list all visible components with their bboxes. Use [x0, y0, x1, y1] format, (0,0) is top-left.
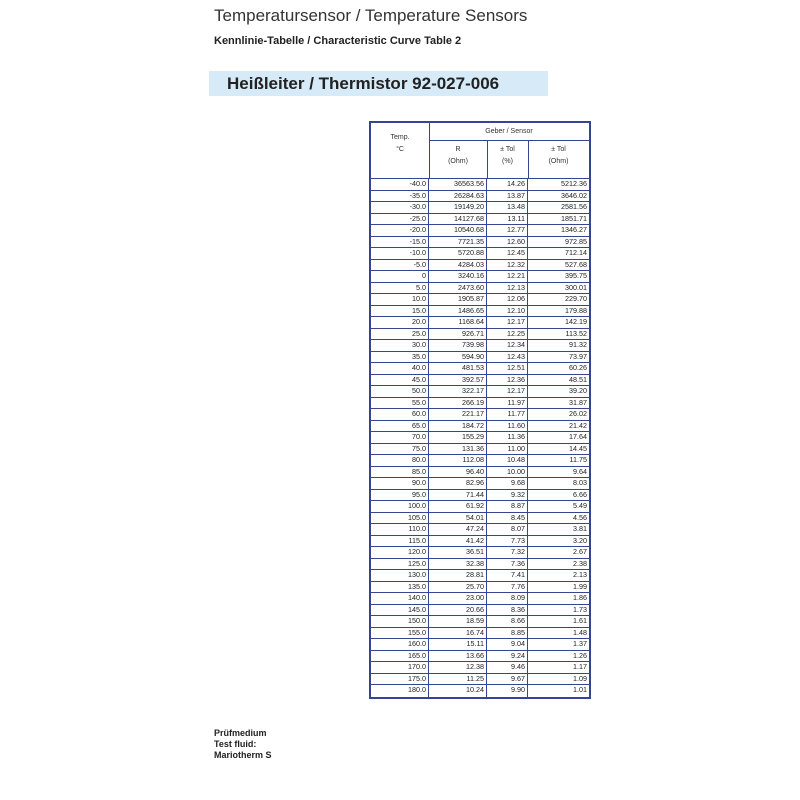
table-row	[371, 306, 589, 318]
cell-resistance: 14127.68	[429, 214, 487, 225]
col-temp-header: Temp. °C	[390, 134, 410, 153]
cell-tol-pct: 12.06	[487, 294, 528, 305]
table-row	[371, 271, 589, 283]
table-row	[371, 398, 589, 410]
cell-tol-ohm: 9.64	[573, 466, 587, 476]
cell-resistance: 20.66	[429, 605, 487, 616]
cell-resistance: 19149.20	[429, 202, 487, 213]
cell-resistance: 1168.64	[429, 317, 487, 328]
cell-temp: 75.0	[371, 444, 429, 455]
cell-resistance: 221.17	[429, 409, 487, 420]
test-fluid-note	[214, 728, 272, 761]
cell-resistance: 47.24	[429, 524, 487, 535]
cell-tol-ohm: 14.45	[569, 443, 587, 453]
cell-tol-pct: 8.87	[487, 501, 528, 512]
cell-resistance: 15.11	[429, 639, 487, 650]
cell-tol-pct: 8.66	[487, 616, 528, 627]
cell-resistance: 16.74	[429, 628, 487, 639]
cell-tol-ohm: 4.56	[573, 512, 587, 522]
table-row	[371, 570, 589, 582]
table-row	[371, 214, 589, 226]
cell-tol-ohm: 1.73	[573, 604, 587, 614]
cell-temp: -10.0	[371, 248, 429, 259]
cell-resistance: 1486.65	[429, 306, 487, 317]
cell-tol-pct: 9.68	[487, 478, 528, 489]
cell-tol-pct: 8.09	[487, 593, 528, 604]
cell-temp: 145.0	[371, 605, 429, 616]
cell-resistance: 18.59	[429, 616, 487, 627]
cell-tol-pct: 8.36	[487, 605, 528, 616]
cell-resistance: 26284.63	[429, 191, 487, 202]
cell-temp: 20.0	[371, 317, 429, 328]
cell-temp: 30.0	[371, 340, 429, 351]
cell-temp: -5.0	[371, 260, 429, 271]
cell-tol-ohm: 712.14	[565, 248, 587, 257]
cell-tol-pct: 8.07	[487, 524, 528, 535]
cell-resistance: 54.01	[429, 513, 487, 524]
cell-resistance: 25.70	[429, 582, 487, 593]
cell-tol-pct: 7.36	[487, 559, 528, 570]
cell-resistance: 61.92	[429, 501, 487, 512]
table-row	[371, 260, 589, 272]
table-row	[371, 386, 589, 398]
cell-tol-ohm: 17.64	[569, 432, 587, 441]
cell-resistance: 71.44	[429, 490, 487, 501]
cell-tol-pct: 12.34	[487, 340, 528, 351]
cell-resistance: 7721.35	[429, 237, 487, 248]
product-banner-label: Heißleiter / Thermistor 92-027-006	[227, 74, 500, 93]
test-fluid-value: Mariotherm S	[214, 750, 272, 760]
cell-tol-pct: 9.24	[487, 651, 528, 662]
table-row	[371, 352, 589, 364]
cell-tol-pct: 9.90	[487, 685, 528, 697]
cell-resistance: 594.90	[429, 352, 487, 363]
cell-temp: 120.0	[371, 547, 429, 558]
cell-temp: 170.0	[371, 662, 429, 673]
cell-tol-pct: 9.67	[487, 674, 528, 685]
cell-tol-pct: 13.11	[487, 214, 528, 225]
cell-temp: 70.0	[371, 432, 429, 443]
cell-tol-pct: 8.45	[487, 513, 528, 524]
cell-temp: 55.0	[371, 398, 429, 409]
cell-tol-pct: 7.76	[487, 582, 528, 593]
cell-resistance: 5720.88	[429, 248, 487, 259]
cell-tol-pct: 13.87	[487, 191, 528, 202]
cell-tol-ohm: 5212.36	[561, 179, 587, 188]
table-row	[371, 547, 589, 559]
cell-tol-pct: 12.36	[487, 375, 528, 386]
cell-tol-ohm: 5.49	[573, 501, 587, 510]
cell-tol-pct: 9.04	[487, 639, 528, 650]
page-title: Temperatursensor / Temperature Sensors	[214, 6, 528, 25]
cell-temp: 45.0	[371, 375, 429, 386]
cell-resistance: 12.38	[429, 662, 487, 673]
cell-tol-ohm: 1.61	[573, 616, 587, 625]
table-row	[371, 662, 589, 674]
table-row	[371, 179, 589, 191]
table-row	[371, 340, 589, 352]
table-row	[371, 651, 589, 663]
table-row	[371, 455, 589, 467]
characteristic-curve-table	[369, 121, 591, 699]
cell-tol-pct: 12.13	[487, 283, 528, 294]
cell-resistance: 82.96	[429, 478, 487, 489]
cell-tol-ohm: 2.67	[573, 547, 587, 556]
table-row	[371, 248, 589, 260]
cell-tol-ohm: 142.19	[565, 317, 587, 326]
cell-tol-ohm: 2581.56	[561, 202, 587, 211]
cell-tol-ohm: 1.09	[573, 673, 587, 683]
cell-resistance: 131.36	[429, 444, 487, 455]
table-row	[371, 225, 589, 237]
table-row	[371, 317, 589, 329]
test-fluid-line-de: Prüfmedium	[214, 728, 267, 738]
table-row	[371, 490, 589, 502]
cell-tol-pct: 7.41	[487, 570, 528, 581]
table-row	[371, 421, 589, 433]
group-header-sensor: Geber / Sensor	[485, 128, 533, 135]
table-row	[371, 582, 589, 594]
table-row	[371, 616, 589, 628]
test-fluid-line-en: Test fluid:	[214, 739, 257, 749]
table-row	[371, 191, 589, 203]
cell-resistance: 41.42	[429, 536, 487, 547]
cell-tol-ohm: 3646.02	[561, 190, 587, 200]
cell-temp: 100.0	[371, 501, 429, 512]
cell-temp: 105.0	[371, 513, 429, 524]
cell-temp: -25.0	[371, 214, 429, 225]
cell-temp: 60.0	[371, 409, 429, 420]
cell-tol-ohm: 1851.71	[561, 213, 587, 223]
table-row	[371, 432, 589, 444]
cell-resistance: 926.71	[429, 329, 487, 340]
table-row	[371, 409, 589, 421]
table-row	[371, 237, 589, 249]
cell-tol-ohm: 2.13	[573, 570, 587, 579]
table-row	[371, 685, 589, 697]
table-row	[371, 536, 589, 548]
page-subtitle: Kennlinie-Tabelle / Characteristic Curve Table 2	[214, 35, 462, 47]
cell-resistance: 739.98	[429, 340, 487, 351]
cell-temp: 0	[371, 271, 429, 282]
cell-tol-ohm: 60.26	[569, 363, 587, 372]
table-row	[371, 674, 589, 686]
cell-resistance: 10.24	[429, 685, 487, 697]
cell-tol-pct: 12.17	[487, 386, 528, 397]
col-tol-pct-header: ± Tol (%)	[500, 146, 515, 165]
cell-temp: 150.0	[371, 616, 429, 627]
cell-temp: 130.0	[371, 570, 429, 581]
cell-temp: 180.0	[371, 685, 429, 697]
table-row	[371, 444, 589, 456]
table-row	[371, 593, 589, 605]
cell-tol-pct: 7.73	[487, 536, 528, 547]
cell-resistance: 1905.87	[429, 294, 487, 305]
cell-tol-ohm: 1346.27	[561, 225, 587, 234]
cell-temp: 50.0	[371, 386, 429, 397]
cell-tol-ohm: 91.32	[569, 340, 587, 349]
cell-resistance: 2473.60	[429, 283, 487, 294]
table-row	[371, 628, 589, 640]
cell-tol-pct: 8.85	[487, 628, 528, 639]
cell-temp: 40.0	[371, 363, 429, 374]
cell-tol-ohm: 3.20	[573, 535, 587, 545]
cell-temp: 65.0	[371, 421, 429, 432]
cell-tol-ohm: 21.42	[569, 420, 587, 430]
cell-tol-ohm: 26.02	[569, 409, 587, 418]
cell-resistance: 36563.56	[429, 179, 487, 190]
cell-resistance: 155.29	[429, 432, 487, 443]
cell-tol-ohm: 73.97	[569, 351, 587, 361]
cell-tol-pct: 10.00	[487, 467, 528, 478]
table-row	[371, 283, 589, 295]
cell-temp: -30.0	[371, 202, 429, 213]
cell-tol-pct: 11.97	[487, 398, 528, 409]
product-banner	[209, 71, 548, 96]
cell-resistance: 11.25	[429, 674, 487, 685]
table-row	[371, 559, 589, 571]
cell-temp: 80.0	[371, 455, 429, 466]
cell-tol-ohm: 300.01	[565, 282, 587, 292]
table-row	[371, 639, 589, 651]
cell-temp: 140.0	[371, 593, 429, 604]
table-row	[371, 605, 589, 617]
col-tol-ohm-header: ± Tol (Ohm)	[548, 146, 569, 165]
cell-tol-pct: 12.60	[487, 237, 528, 248]
cell-tol-ohm: 31.87	[569, 397, 587, 407]
cell-resistance: 322.17	[429, 386, 487, 397]
cell-temp: 90.0	[371, 478, 429, 489]
cell-temp: 175.0	[371, 674, 429, 685]
cell-tol-pct: 9.46	[487, 662, 528, 673]
cell-resistance: 13.66	[429, 651, 487, 662]
table-header	[371, 123, 589, 179]
table-row	[371, 467, 589, 479]
table-row	[371, 524, 589, 536]
cell-temp: 110.0	[371, 524, 429, 535]
cell-temp: 85.0	[371, 467, 429, 478]
cell-temp: 135.0	[371, 582, 429, 593]
table-body	[371, 179, 589, 697]
cell-tol-ohm: 2.38	[573, 558, 587, 568]
cell-tol-ohm: 3.81	[573, 524, 587, 533]
cell-temp: 125.0	[371, 559, 429, 570]
cell-temp: 5.0	[371, 283, 429, 294]
cell-temp: 35.0	[371, 352, 429, 363]
cell-resistance: 392.57	[429, 375, 487, 386]
cell-temp: 25.0	[371, 329, 429, 340]
cell-tol-pct: 12.32	[487, 260, 528, 271]
cell-tol-ohm: 1.17	[573, 662, 587, 671]
cell-temp: -40.0	[371, 179, 429, 190]
cell-resistance: 32.38	[429, 559, 487, 570]
cell-tol-ohm: 1.86	[573, 593, 587, 602]
cell-temp: 160.0	[371, 639, 429, 650]
table-row	[371, 513, 589, 525]
cell-tol-pct: 12.51	[487, 363, 528, 374]
cell-tol-ohm: 1.99	[573, 581, 587, 591]
cell-tol-pct: 11.60	[487, 421, 528, 432]
cell-temp: -20.0	[371, 225, 429, 236]
cell-resistance: 96.40	[429, 467, 487, 478]
cell-tol-pct: 9.32	[487, 490, 528, 501]
cell-tol-pct: 14.26	[487, 179, 528, 190]
cell-resistance: 36.51	[429, 547, 487, 558]
cell-tol-ohm: 229.70	[565, 294, 587, 303]
cell-tol-pct: 12.43	[487, 352, 528, 363]
cell-tol-pct: 11.36	[487, 432, 528, 443]
cell-temp: 15.0	[371, 306, 429, 317]
cell-temp: 115.0	[371, 536, 429, 547]
cell-temp: 95.0	[371, 490, 429, 501]
cell-tol-pct: 13.48	[487, 202, 528, 213]
cell-tol-pct: 12.25	[487, 329, 528, 340]
cell-tol-pct: 12.17	[487, 317, 528, 328]
cell-tol-pct: 11.77	[487, 409, 528, 420]
cell-tol-ohm: 8.03	[573, 478, 587, 487]
cell-tol-pct: 12.45	[487, 248, 528, 259]
table-row	[371, 478, 589, 490]
cell-resistance: 10540.68	[429, 225, 487, 236]
cell-tol-ohm: 179.88	[565, 305, 587, 315]
table-row	[371, 501, 589, 513]
cell-tol-pct: 12.77	[487, 225, 528, 236]
table-row	[371, 375, 589, 387]
table-row	[371, 202, 589, 214]
cell-resistance: 481.53	[429, 363, 487, 374]
cell-resistance: 4284.03	[429, 260, 487, 271]
cell-temp: 165.0	[371, 651, 429, 662]
cell-tol-ohm: 1.37	[573, 639, 587, 648]
table-row	[371, 363, 589, 375]
cell-tol-ohm: 972.85	[565, 236, 587, 246]
cell-tol-pct: 12.21	[487, 271, 528, 282]
cell-resistance: 266.19	[429, 398, 487, 409]
col-r-header: R (Ohm)	[448, 146, 468, 165]
cell-tol-pct: 7.32	[487, 547, 528, 558]
cell-tol-ohm: 1.01	[573, 685, 587, 694]
cell-resistance: 112.08	[429, 455, 487, 466]
cell-tol-ohm: 11.75	[569, 455, 587, 464]
cell-tol-ohm: 527.68	[565, 259, 587, 269]
cell-temp: 10.0	[371, 294, 429, 305]
cell-tol-ohm: 48.51	[569, 374, 587, 384]
cell-temp: 155.0	[371, 628, 429, 639]
cell-tol-ohm: 6.66	[573, 489, 587, 499]
cell-tol-pct: 10.48	[487, 455, 528, 466]
cell-temp: -15.0	[371, 237, 429, 248]
cell-tol-ohm: 113.52	[565, 328, 587, 338]
table-row	[371, 294, 589, 306]
cell-resistance: 28.81	[429, 570, 487, 581]
cell-tol-pct: 11.00	[487, 444, 528, 455]
cell-tol-ohm: 1.48	[573, 627, 587, 637]
cell-temp: -35.0	[371, 191, 429, 202]
cell-tol-ohm: 395.75	[565, 271, 587, 280]
cell-resistance: 184.72	[429, 421, 487, 432]
table-row	[371, 329, 589, 341]
cell-tol-ohm: 39.20	[569, 386, 587, 395]
cell-tol-ohm: 1.26	[573, 650, 587, 660]
cell-resistance: 3240.16	[429, 271, 487, 282]
cell-tol-pct: 12.10	[487, 306, 528, 317]
cell-resistance: 23.00	[429, 593, 487, 604]
